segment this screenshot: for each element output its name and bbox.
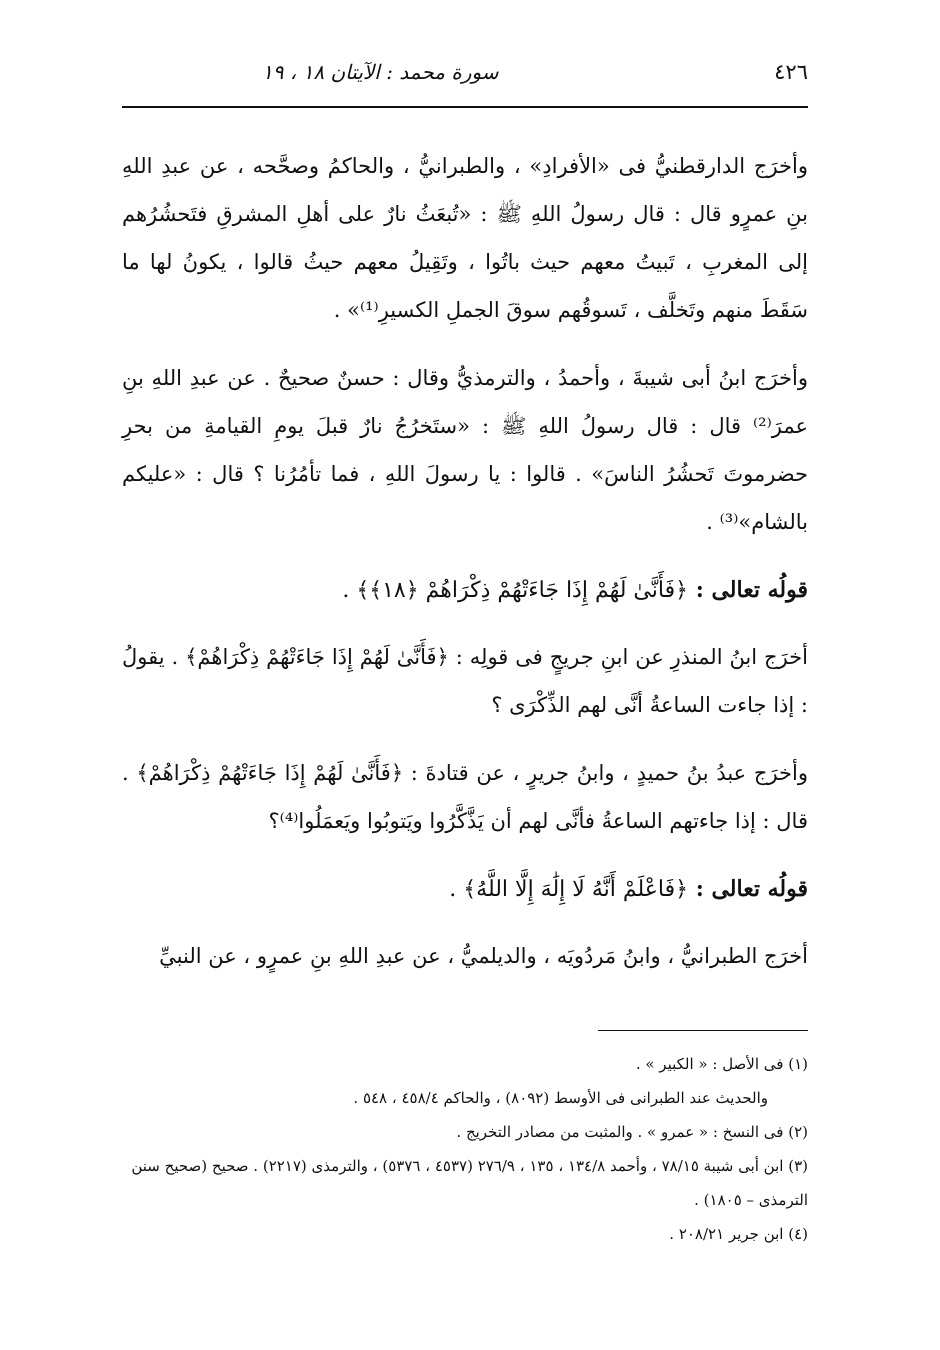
paragraph-5: أخرَج الطبرانيُّ ، وابنُ مَردُويَه ، والديلميُّ ، عن عبدِ اللهِ بنِ عمرٍو ، عن النبيِّ xyxy=(159,944,808,968)
paragraph-2: وأخرَج ابنُ أبى شيبةَ ، وأحمدُ ، والترمذيُّ وقال : حسنٌ صحيحٌ . عن عبدِ اللهِ بنِ عمرَ⁽²⁾ قال : قال رسولُ اللهِ ﷺ : «ستَخرُجُ نارٌ قبلَ يومِ القيامةِ من بحرِ حضرموتَ تَحشُرُ الناسَ» . قالوا : يا رسولَ اللهِ ، فما تأمُرُنا ؟ قال : «عليكم بالشام»⁽³⁾ . xyxy=(122,366,808,534)
verse-heading-2-label: قولُه تعالى : xyxy=(695,876,808,902)
footnotes xyxy=(122,1047,808,1251)
page-number: ٤٢٦ xyxy=(774,60,808,84)
paragraph-4: وأخرَج عبدُ بنُ حميدٍ ، وابنُ جريرٍ ، عن قتادةَ : ﴿فَأَنَّىٰ لَهُمْ إِذَا جَاءَتْهُمْ ذِكْرَاهُمْ﴾ . قال : إذا جاءتهم الساعةُ فأنَّى لهم أن يَذَّكَّرُوا ويَتوبُوا ويَعمَلُوا⁽⁴⁾؟ xyxy=(122,761,808,833)
running-head-title: سورة محمد : الآيتان ١٨ ، ١٩ xyxy=(262,60,499,84)
page xyxy=(122,60,808,1251)
paragraph-1: وأخرَج الدارقطنيُّ فى «الأفرادِ» ، والطبرانيُّ ، والحاكمُ وصحَّحه ، عن عبدِ اللهِ بنِ عمرٍو قال : قال رسولُ اللهِ ﷺ : «تُبعَثُ نارٌ على أهلِ المشرقِ فتَحشُرُهم إلى المغربِ ، تَبيتُ معهم حيث باتُوا ، وتَقِيلُ معهم حيثُ قالوا ، يكونُ لها ما سَقَطَ منهم وتَخلَّف ، تَسوقُهم سوقَ الجملِ الكسيرِ⁽¹⁾» . xyxy=(122,154,808,322)
header-rule xyxy=(122,106,808,108)
footnote-1-continuation: والحديث عند الطبرانى فى الأوسط (٨٠٩٢) ، والحاكم ٤٥٨/٤ ، ٥٤٨ . xyxy=(353,1089,768,1107)
footnote-4: (٤) ابن جرير ٢٠٨/٢١ . xyxy=(669,1225,808,1243)
verse-heading-1-quote: ﴿فَأَنَّىٰ لَهُمْ إِذَا جَاءَتْهُمْ ذِكْرَاهُمْ ﴿١٨﴾﴾ . xyxy=(342,578,689,603)
footnote-3: (٣) ابن أبى شيبة ٧٨/١٥ ، وأحمد ١٣٤/٨ ، ١٣٥ ، ٢٧٦/٩ (٤٥٣٧ ، ٥٣٧٦) ، والترمذى (٢٢١٧) . صحيح (صحيح سنن الترمذى – ١٨٠٥) . xyxy=(131,1157,808,1209)
footnote-rule xyxy=(598,1030,808,1031)
footnote-2: (٢) فى النسخ : « عمرو » . والمثبت من مصادر التخريج . xyxy=(456,1123,808,1141)
verse-heading-2 xyxy=(122,865,808,914)
verse-heading-1-label: قولُه تعالى : xyxy=(695,577,808,603)
verse-heading-2-quote: ﴿فَاعْلَمْ أَنَّهُ لَا إِلَٰهَ إِلَّا اللَّهُ﴾ . xyxy=(449,877,689,902)
paragraph-3: أخرَج ابنُ المنذرِ عن ابنِ جريجٍ فى قولِه : ﴿فَأَنَّىٰ لَهُمْ إِذَا جَاءَتْهُمْ ذِكْرَاهُمْ﴾ . يقولُ : إذا جاءت الساعةُ أنَّى لهم الذِّكْرَى ؟ xyxy=(122,645,808,717)
footnote-1: (١) فى الأصل : « الكبير » . xyxy=(635,1055,808,1073)
verse-heading-1 xyxy=(122,566,808,615)
running-head xyxy=(122,60,808,100)
